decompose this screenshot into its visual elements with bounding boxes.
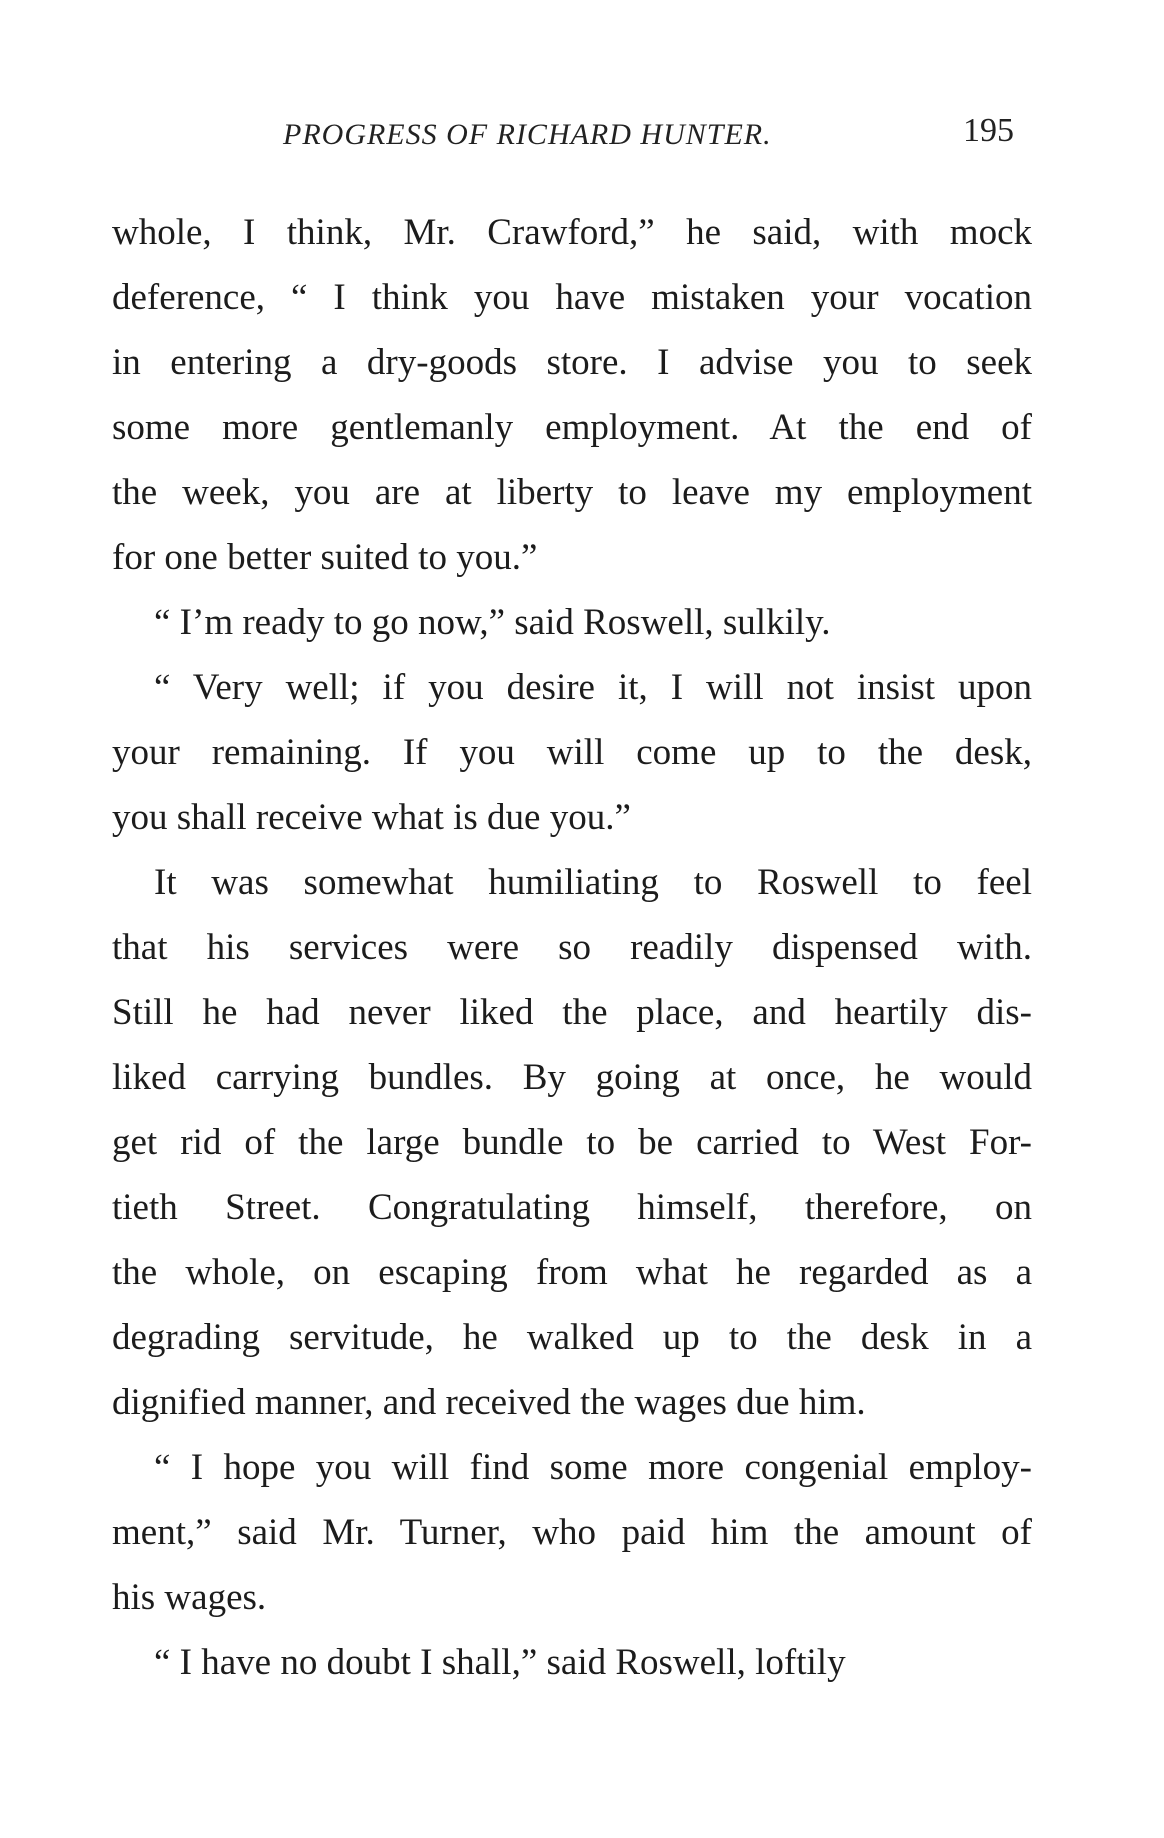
text-line: degrading servitude, he walked up to the desk in a — [112, 1317, 1032, 1358]
running-title: PROGRESS OF RICHARD HUNTER. — [283, 118, 772, 151]
body-text — [112, 200, 1032, 1695]
text-line: the whole, on escaping from what he regarded as a — [112, 1252, 1032, 1293]
text-line: tieth Street. Congratulating himself, therefore, on — [112, 1187, 1032, 1228]
text-line: whole, I think, Mr. Crawford,” he said, with mock — [112, 212, 1032, 253]
text-line: Still he had never liked the place, and heartily dis- — [112, 992, 1032, 1033]
text-line: your remaining. If you will come up to the desk, — [112, 732, 1032, 773]
text-line: liked carrying bundles. By going at once, he would — [112, 1057, 1032, 1098]
text-line: “ I’m ready to go now,” said Roswell, sulkily. — [154, 602, 831, 643]
text-line: deference, “ I think you have mistaken your vocation — [112, 277, 1032, 318]
text-line: dignified manner, and received the wages due him. — [112, 1382, 866, 1423]
text-line: in entering a dry-goods store. I advise you to seek — [112, 342, 1032, 383]
text-line: It was somewhat humiliating to Roswell to feel — [154, 862, 1032, 903]
text-line: “ I hope you will find some more congenial employ- — [154, 1447, 1032, 1488]
text-line: “ Very well; if you desire it, I will not insist upon — [154, 667, 1032, 708]
text-line: you shall receive what is due you.” — [112, 797, 631, 838]
text-line: the week, you are at liberty to leave my employment — [112, 472, 1032, 513]
text-line: get rid of the large bundle to be carried to West For- — [112, 1122, 1032, 1163]
page-number: 195 — [963, 112, 1014, 149]
text-line: that his services were so readily dispensed with. — [112, 927, 1032, 968]
text-line: ment,” said Mr. Turner, who paid him the amount of — [112, 1512, 1032, 1553]
text-line: his wages. — [112, 1577, 267, 1618]
text-line: for one better suited to you.” — [112, 537, 538, 578]
text-line: some more gentlemanly employment. At the end of — [112, 407, 1032, 448]
text-line: “ I have no doubt I shall,” said Roswell, loftily — [154, 1642, 846, 1683]
